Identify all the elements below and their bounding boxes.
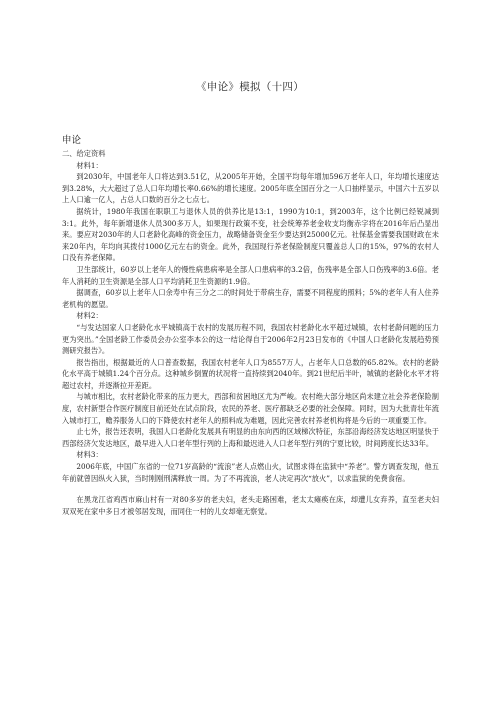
material-1-paragraph: 据统计，1980年我国在职职工与退休人员的供养比是13:1，1990为10:1，到2003年，这个比例已经锐减到3:1。此外，每年新增退休人员300多万人，如果现行政策不变，社会统筹养老金收支均衡赤字将在2016年后凸显出来。要应对2030年的人口老龄化高峰的资金压力，战略储备资金至少要达到25000亿元。社保基金需要我国财政在未来20年内，年均向其拨付1000亿元左右的资金。此外，我国现行养老保险制度只覆盖总人口的15%，97%的农村人口没有养老保障。 [62, 206, 439, 263]
material-1-paragraph: 据调查，60岁以上老年人口余寿中有三分之二的时间处于带病生存，需要不同程度的照料；5%的老年人有人住养老机构的愿望。 [62, 288, 439, 309]
material-2-paragraph: 与城市相比，农村老龄化带来的压力更大，西部和贫困地区尤为严峻。农村绝大部分地区尚未建立社会养老保险制度，农村新型合作医疗制度目前还处在试点阶段，农民的养老、医疗都缺乏必要的社会保障。同时，因为大批青壮年流入城市打工，赡养服务人口的下降使农村老年人的照料成为难题，因此完善农村养老机构将是今后的一项重要工作。 [62, 392, 439, 425]
material-3-paragraph: 2006年底，中国广东省的一位71岁高龄的“流浪”老人点燃山火，试图求得在监狱中“养老”。警方调查发现，他五年前就曾因纵火入狱，当时刚刚刑满释放一周。为了不再流浪，老人决定再次“放火”，以求监狱的免费食宿。 [62, 462, 439, 483]
document-title: 《申论》模拟（十四） [196, 81, 304, 93]
material-1-label: 材料1： [76, 160, 103, 170]
material-1-paragraph: 卫生部统计，60岁以上老年人的慢性病患病率是全部人口患病率的3.2倍，伤残率是全部人口伤残率的3.6倍。老年人消耗的卫生资源是全部人口平均消耗卫生资源的1.9倍。 [62, 264, 439, 286]
material-2-paragraph: 报告指出，根据最近的人口普查数据，我国农村老年人口为8557万人，占老年人口总数的65.82%。农村的老龄化水平高于城镇1.24个百分点。这种城乡倒置的状况将一直持续到2040年。到21世纪后半叶，城镇的老龄化水平才将超过农村，并逐渐拉开差距。 [62, 357, 439, 390]
document-body [62, 134, 439, 517]
section-heading: 申论 [62, 135, 82, 146]
material-2-paragraph: “与发达国家人口老龄化水平城镇高于农村的发展历程不同，我国农村老龄化水平超过城镇，农村老龄问题的压力更为突出。”全国老龄工作委员会办公室李本公的这一结论得自于2006年2月23日发布的《中国人口老龄化发展趋势预测研究报告》。 [62, 322, 439, 356]
material-3-label: 材料3： [76, 450, 103, 460]
material-3-paragraph: 在黑龙江省鸡西市麻山村有一对80多岁的老夫妇，老头走路困难，老太太瘫痪在床，却遭儿女弃养，直至老夫妇双双死在家中多日才被邻居发现，而同住一村的儿女却毫无察觉。 [62, 495, 439, 516]
subsection-heading: 二、给定资料 [62, 149, 106, 158]
material-2-label: 材料2： [76, 311, 103, 321]
paragraph-gap [62, 484, 439, 494]
material-2-paragraph: 止七外，报告还表明，我国人口老龄化发展具有明显的由东向西的区域梯次特征，东部沿海经济发达地区明显快于西部经济欠发达地区，最早进入人口老年型行列的上海和最迟进入人口老年型行列的宁夏比较，时间跨度长达33年。 [62, 427, 439, 448]
material-1-paragraph: 到2030年，中国老年人口将达到3.51亿，从2005年开始，全国平均每年增加596万老年人口，年均增长速度达到3.28%，大大超过了总人口年均增长率0.66%的增长速度。2005年底全国百分之一人口抽样显示，中国六十五岁以上人口逾一亿人，占总人口数的百分之七点七。 [62, 172, 439, 205]
